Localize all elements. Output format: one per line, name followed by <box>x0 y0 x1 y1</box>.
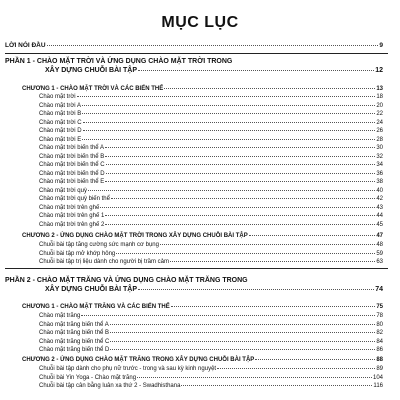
toc-entry-item[interactable] <box>39 250 383 258</box>
toc-entry-item[interactable] <box>39 241 383 249</box>
entry-page: 42 <box>376 196 383 202</box>
entry-label: Chào mặt trăng biến thể D <box>39 347 110 353</box>
divider <box>5 53 388 54</box>
dot-leader <box>217 368 375 369</box>
toc-entry-part-1[interactable] <box>45 67 383 75</box>
part-2-heading: PHẦN 2 - CHÀO MẶT TRĂNG VÀ ỨNG DỤNG CHÀO MẶT TRĂNG TRONG <box>5 277 248 284</box>
toc-entry-item[interactable] <box>39 204 383 212</box>
entry-label: Chào mặt trời quỳ <box>39 187 87 194</box>
dot-leader <box>100 207 375 208</box>
entry-page: 63 <box>376 259 383 265</box>
entry-label: Chuỗi bài tập cân bằng luân xa thứ 2 - Swadhisthana <box>39 383 181 389</box>
toc-entry-chapter[interactable] <box>22 303 383 311</box>
entry-page: 32 <box>376 153 383 160</box>
toc-entry-item[interactable] <box>39 136 383 144</box>
toc-entry-item[interactable] <box>39 93 383 101</box>
dot-leader <box>138 289 374 290</box>
dot-leader <box>137 377 372 378</box>
entry-page: 24 <box>376 119 383 126</box>
toc-entry-part-2[interactable] <box>45 286 383 294</box>
page-title: MỤC LỤC <box>161 14 239 31</box>
dot-leader <box>47 45 379 46</box>
dot-leader <box>160 244 375 245</box>
entry-page: 13 <box>376 86 383 92</box>
dot-leader <box>77 96 376 97</box>
entry-label: Chào mặt trăng <box>39 313 81 319</box>
entry-label: Chào mặt trời biến thể B <box>39 153 105 160</box>
dot-leader <box>82 105 375 106</box>
entry-label: Chào mặt trời B <box>39 111 82 117</box>
entry-label: Chuỗi bài tập mở khớp hông <box>39 250 116 257</box>
dot-leader <box>105 181 375 182</box>
dot-leader <box>110 324 376 325</box>
dot-leader <box>82 113 375 114</box>
toc-entry-chapter[interactable] <box>22 356 383 364</box>
toc-entry-item[interactable] <box>39 161 383 169</box>
entry-page: 48 <box>376 242 383 248</box>
entry-page: 80 <box>376 321 383 328</box>
dot-leader <box>249 235 376 236</box>
entry-label: Chào mặt trời C <box>39 119 82 126</box>
entry-page: 74 <box>375 286 383 293</box>
entry-page: 47 <box>376 233 383 239</box>
toc-entry-item[interactable] <box>39 119 383 127</box>
dot-leader <box>105 215 375 216</box>
entry-label: Chào mặt trời biến thể A <box>39 145 104 151</box>
dot-leader <box>81 315 375 316</box>
entry-page: 12 <box>375 67 383 74</box>
entry-label: CHƯƠNG 1 - CHÀO MẶT TRỜI VÀ CÁC BIẾN THỂ <box>22 86 164 92</box>
toc-entry-item[interactable] <box>39 110 383 118</box>
dot-leader <box>110 332 375 333</box>
entry-label: Chào mặt trăng biến thể B <box>39 330 110 336</box>
entry-label: Chào mặt trời biến thể C <box>39 162 105 168</box>
entry-label: CHƯƠNG 1 - CHÀO MẶT TRĂNG VÀ CÁC BIẾN THỂ <box>22 304 170 310</box>
toc-entry-item[interactable] <box>39 346 383 354</box>
toc-entry-item[interactable] <box>39 365 383 373</box>
dot-leader <box>83 122 376 123</box>
entry-page: 20 <box>376 102 383 109</box>
entry-label: Chuỗi bài tập trị liệu dành cho người bị trầm cảm <box>39 259 170 265</box>
dot-leader <box>116 253 375 254</box>
entry-label: Chào mặt trăng biến thể A <box>39 321 109 328</box>
entry-page: 86 <box>376 347 383 353</box>
entry-label: Chào mặt trời E <box>39 136 82 143</box>
entry-page: 28 <box>376 136 383 143</box>
dot-leader <box>82 139 375 140</box>
entry-label: Chào mặt trời biến thể D <box>39 170 105 177</box>
toc-entry-item[interactable] <box>39 187 383 195</box>
toc-entry-item[interactable] <box>39 258 383 266</box>
entry-page: 75 <box>376 304 383 310</box>
entry-page: 116 <box>373 383 383 389</box>
entry-page: 26 <box>376 128 383 134</box>
entry-label: Chào mặt trời D <box>39 128 82 134</box>
toc-entry-item[interactable] <box>39 382 383 390</box>
toc-entry-item[interactable] <box>39 178 383 186</box>
entry-page: 36 <box>376 170 383 177</box>
toc-entry-item[interactable] <box>39 321 383 329</box>
entry-label: Chào mặt trời A <box>39 102 81 109</box>
dot-leader <box>181 385 372 386</box>
dot-leader <box>106 173 376 174</box>
entry-page: 9 <box>379 42 383 49</box>
entry-page: 84 <box>376 338 383 345</box>
toc-entry-item[interactable] <box>39 153 383 161</box>
entry-label: Chuỗi bài Yin Yoga - Chào mặt trăng <box>39 374 137 381</box>
toc-entry-item[interactable] <box>39 374 383 382</box>
entry-page: 34 <box>376 162 383 168</box>
toc-entry-item[interactable] <box>39 312 383 320</box>
toc-entry-item[interactable] <box>39 144 383 152</box>
dot-leader <box>138 70 374 71</box>
dot-leader <box>110 349 375 350</box>
toc-entry-item[interactable] <box>39 195 383 203</box>
dot-leader <box>110 341 375 342</box>
toc-entry-item[interactable] <box>39 329 383 337</box>
dot-leader <box>105 224 375 225</box>
dot-leader <box>105 156 375 157</box>
entry-page: 59 <box>376 250 383 257</box>
entry-page: 44 <box>376 213 383 219</box>
toc-entry-chapter[interactable] <box>22 232 383 240</box>
entry-label: LỜI NÓI ĐẦU <box>5 42 46 49</box>
entry-label: CHƯƠNG 2 - ỨNG DỤNG CHÀO MẶT TRỜI TRONG XÂY DỰNG CHUỖI BÀI TẬP <box>22 233 248 239</box>
entry-page: 43 <box>376 204 383 211</box>
dot-leader <box>171 306 376 307</box>
dot-leader <box>105 147 375 148</box>
entry-page: 40 <box>376 187 383 194</box>
entry-label: Chào mặt trời <box>39 94 76 100</box>
entry-page: 78 <box>376 313 383 319</box>
dot-leader <box>106 164 376 165</box>
dot-leader <box>170 261 375 262</box>
toc-entry-item[interactable] <box>39 102 383 110</box>
entry-label: Chuỗi bài tập dành cho phụ nữ trước - trong và sau kỳ kinh nguyệt <box>39 366 217 372</box>
toc-entry-preface[interactable] <box>5 42 383 50</box>
entry-page: 45 <box>376 221 383 228</box>
entry-label: Chào mặt trời biến thể E <box>39 179 105 185</box>
toc-entry-item[interactable] <box>39 127 383 135</box>
entry-page: 88 <box>376 357 383 363</box>
toc-entry-item[interactable] <box>39 170 383 178</box>
entry-label: Chào mặt trời quỳ biến thể <box>39 196 110 202</box>
entry-label: Chào mặt trời trên ghế 2 <box>39 221 105 228</box>
entry-page: 22 <box>376 111 383 117</box>
dot-leader <box>88 190 375 191</box>
entry-label: XÂY DỰNG CHUỖI BÀI TẬP <box>45 286 138 293</box>
entry-page: 38 <box>376 179 383 185</box>
entry-page: 89 <box>376 366 383 372</box>
toc-entry-chapter[interactable] <box>22 85 383 93</box>
toc-entry-item[interactable] <box>39 221 383 229</box>
entry-label: Chào mặt trời trên ghế <box>39 204 100 211</box>
dot-leader <box>164 88 375 89</box>
entry-label: Chuỗi bài tập tăng cường sức mạnh cơ bụng <box>39 242 159 248</box>
toc-entry-item[interactable] <box>39 212 383 220</box>
dot-leader <box>111 198 375 199</box>
toc-entry-item[interactable] <box>39 338 383 346</box>
dot-leader <box>83 130 376 131</box>
dot-leader <box>255 359 375 360</box>
entry-page: 18 <box>376 94 383 100</box>
entry-page: 30 <box>376 145 383 151</box>
entry-label: Chào mặt trời trên ghế 1 <box>39 213 105 219</box>
entry-label: Chào mặt trăng biến thể C <box>39 338 110 345</box>
entry-page: 82 <box>376 330 383 336</box>
entry-page: 104 <box>372 374 383 381</box>
entry-label: XÂY DỰNG CHUỖI BÀI TẬP <box>45 67 138 74</box>
divider <box>5 268 388 269</box>
entry-label: CHƯƠNG 2 - ỨNG DỤNG CHÀO MẶT TRĂNG TRONG XÂY DỰNG CHUỖI BÀI TẬP <box>22 357 255 363</box>
part-1-heading: PHẦN 1 - CHÀO MẶT TRỜI VÀ ỨNG DỤNG CHÀO MẶT TRỜI TRONG <box>5 58 233 65</box>
